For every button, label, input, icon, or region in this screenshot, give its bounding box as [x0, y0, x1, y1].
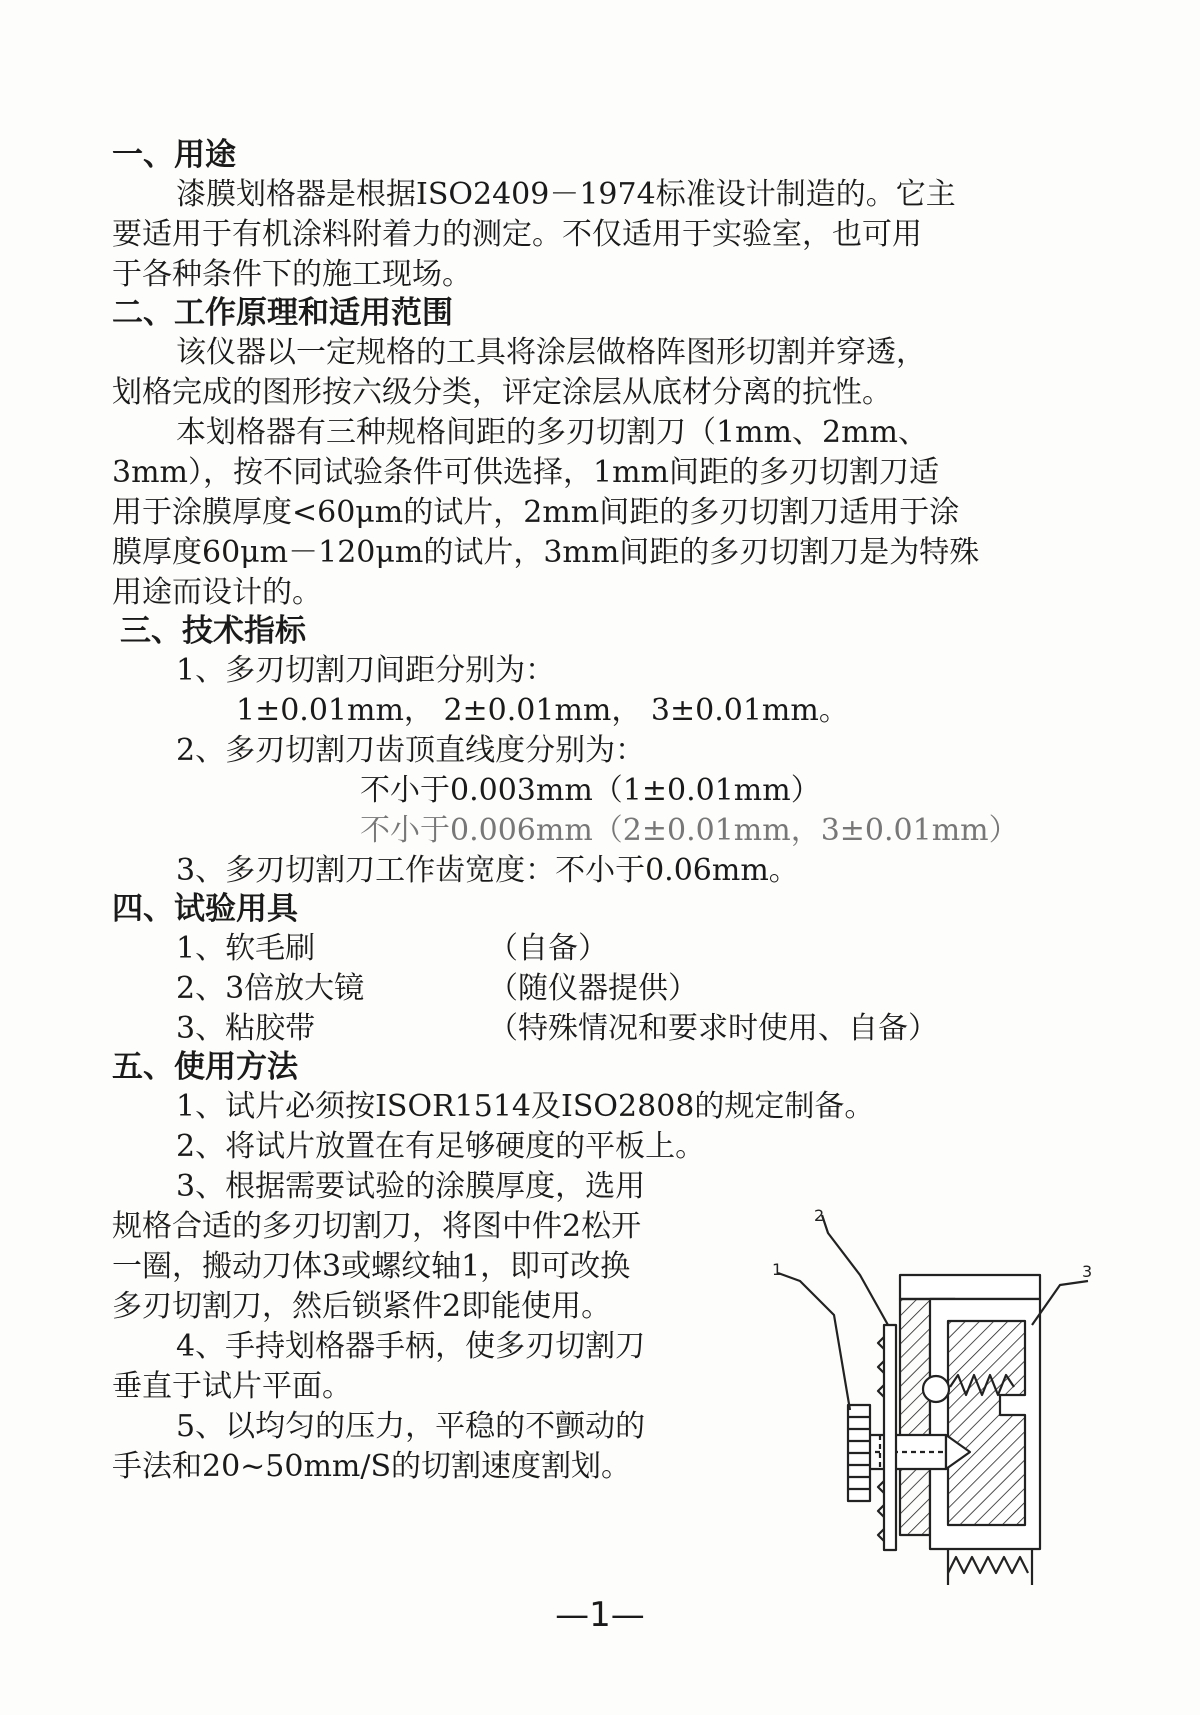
text-line: 划格完成的图形按六级分类，评定涂层从底材分离的抗性。	[112, 375, 892, 410]
spec-line: 不小于0.006mm（2±0.01mm，3±0.01mm）	[360, 813, 1019, 848]
section-heading-principle: 二、工作原理和适用范围	[112, 295, 453, 331]
spec-line: 2、多刃切割刀齿顶直线度分别为：	[176, 733, 646, 768]
method-line: 手法和20~50mm/S的切割速度割划。	[112, 1449, 632, 1484]
tool-name: 3、粘胶带	[176, 1011, 316, 1046]
text-line: 该仪器以一定规格的工具将涂层做格阵图形切割并穿透，	[176, 335, 926, 370]
page-number: —1—	[555, 1595, 645, 1635]
method-line: 1、试片必须按ISOR1514及ISO2808的规定制备。	[176, 1089, 875, 1124]
method-line: 3、根据需要试验的涂膜厚度，选用	[176, 1169, 646, 1204]
text-line: 膜厚度60μm－120μm的试片，3mm间距的多刃切割刀是为特殊	[112, 535, 980, 570]
text-line: 漆膜划格器是根据ISO2409－1974标准设计制造的。它主	[176, 177, 956, 212]
section-heading-method: 五、使用方法	[112, 1049, 298, 1085]
cutter-assembly-drawing	[770, 1205, 1100, 1585]
text-line: 用于涂膜厚度<60μm的试片，2mm间距的多刃切割刀适用于涂	[112, 495, 960, 530]
spec-line: 不小于0.003mm（1±0.01mm）	[360, 773, 821, 808]
tool-name: 1、软毛刷	[176, 931, 316, 966]
spec-line: 1±0.01mm， 2±0.01mm， 3±0.01mm。	[236, 693, 849, 728]
spec-line: 3、多刃切割刀工作齿宽度：不小于0.06mm。	[176, 853, 799, 888]
tool-note: （自备）	[488, 931, 608, 966]
figure-label-1: 1	[772, 1260, 783, 1279]
section-heading-usage: 一、用途	[112, 137, 236, 173]
method-line: 4、手持划格器手柄，使多刃切割刀	[176, 1329, 646, 1364]
text-line: 用途而设计的。	[112, 575, 322, 610]
method-line: 多刃切割刀，然后锁紧件2即能使用。	[112, 1289, 612, 1324]
section-heading-tools: 四、试验用具	[112, 891, 298, 927]
method-line: 垂直于试片平面。	[112, 1369, 352, 1404]
section-heading-specs: 三、技术指标	[120, 613, 306, 649]
tool-note: （随仪器提供）	[488, 971, 698, 1006]
spec-line: 1、多刃切割刀间距分别为：	[176, 653, 556, 688]
text-line: 于各种条件下的施工现场。	[112, 257, 472, 292]
method-line: 一圈，搬动刀体3或螺纹轴1，即可改换	[112, 1249, 631, 1284]
text-line: 本划格器有三种规格间距的多刃切割刀（1mm、2mm、	[176, 415, 928, 450]
tool-name: 2、3倍放大镜	[176, 971, 365, 1006]
method-line: 规格合适的多刃切割刀，将图中件2松开	[112, 1209, 642, 1244]
text-line: 3mm），按不同试验条件可供选择，1mm间距的多刃切割刀适	[112, 455, 939, 490]
figure-label-2: 2	[814, 1206, 825, 1225]
tool-note: （特殊情况和要求时使用、自备）	[488, 1011, 938, 1046]
method-line: 5、以均匀的压力，平稳的不颤动的	[176, 1409, 646, 1444]
figure-label-3: 3	[1082, 1262, 1093, 1281]
method-line: 2、将试片放置在有足够硬度的平板上。	[176, 1129, 706, 1164]
text-line: 要适用于有机涂料附着力的测定。不仅适用于实验室，也可用	[112, 217, 922, 252]
